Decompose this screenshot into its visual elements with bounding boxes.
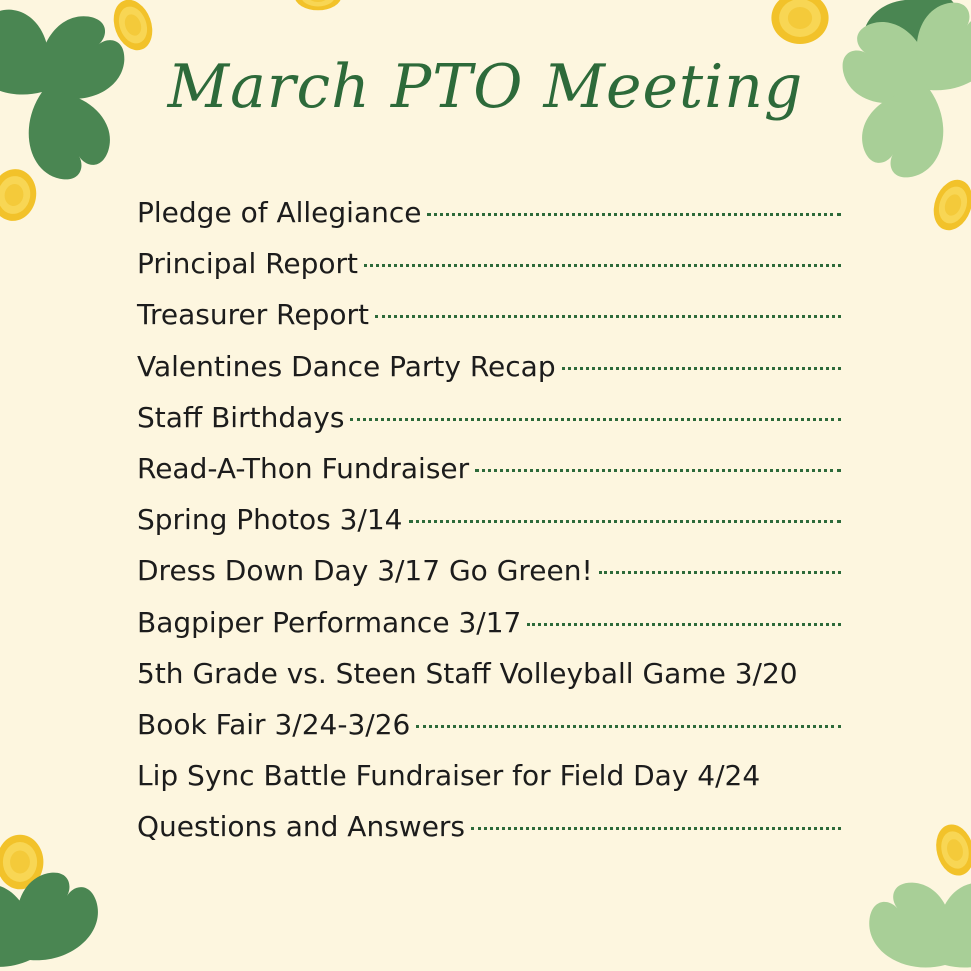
gold-coin-icon xyxy=(771,0,828,44)
agenda-item-label: 5th Grade vs. Steen Staff Volleyball Game 3/20 xyxy=(137,656,798,690)
dotted-leader xyxy=(471,827,841,830)
gold-coin-icon xyxy=(931,820,971,880)
agenda-item-label: Principal Report xyxy=(137,247,359,281)
agenda-item xyxy=(137,503,877,554)
agenda-item-label: Book Fair 3/24-3/26 xyxy=(137,707,411,741)
agenda-item xyxy=(137,196,877,247)
agenda-item-label: Treasurer Report xyxy=(137,298,369,332)
agenda-item-label: Valentines Dance Party Recap xyxy=(137,349,556,383)
gold-coin-icon xyxy=(107,0,159,56)
agenda-item xyxy=(137,657,877,708)
dotted-leader xyxy=(427,213,841,216)
dotted-leader xyxy=(599,571,841,574)
agenda-item-label: Bagpiper Performance 3/17 xyxy=(137,605,522,639)
gold-coin-icon xyxy=(295,0,342,10)
agenda-item xyxy=(137,554,877,605)
agenda-item-label: Questions and Answers xyxy=(137,810,466,844)
agenda-item xyxy=(137,759,877,810)
agenda-item-label: Dress Down Day 3/17 Go Green! xyxy=(137,554,593,588)
gold-coin-icon xyxy=(0,166,40,225)
clover-icon xyxy=(856,870,971,971)
agenda-item xyxy=(137,708,877,759)
agenda-list xyxy=(137,196,877,861)
dotted-leader xyxy=(350,418,841,421)
agenda-item xyxy=(137,247,877,298)
agenda-item xyxy=(137,350,877,401)
agenda-item-label: Staff Birthdays xyxy=(137,400,345,434)
agenda-item xyxy=(137,401,877,452)
dotted-leader xyxy=(562,367,841,370)
dotted-leader xyxy=(375,315,841,318)
gold-coin-icon xyxy=(0,835,43,890)
dotted-leader xyxy=(364,264,841,267)
agenda-item xyxy=(137,810,877,861)
dotted-leader xyxy=(527,623,841,626)
agenda-item-label: Lip Sync Battle Fundraiser for Field Day 4/24 xyxy=(137,759,761,793)
agenda-item-label: Read-A-Thon Fundraiser xyxy=(137,451,470,485)
agenda-item xyxy=(137,452,877,503)
dotted-leader xyxy=(416,725,841,728)
dotted-leader xyxy=(475,469,841,472)
agenda-item xyxy=(137,298,877,349)
agenda-item-label: Pledge of Allegiance xyxy=(137,196,422,229)
dotted-leader xyxy=(409,520,842,523)
clover-icon xyxy=(0,862,110,971)
agenda-item xyxy=(137,606,877,657)
page-title: March PTO Meeting xyxy=(167,52,804,122)
gold-coin-icon xyxy=(927,174,971,235)
agenda-item-label: Spring Photos 3/14 xyxy=(137,503,403,537)
